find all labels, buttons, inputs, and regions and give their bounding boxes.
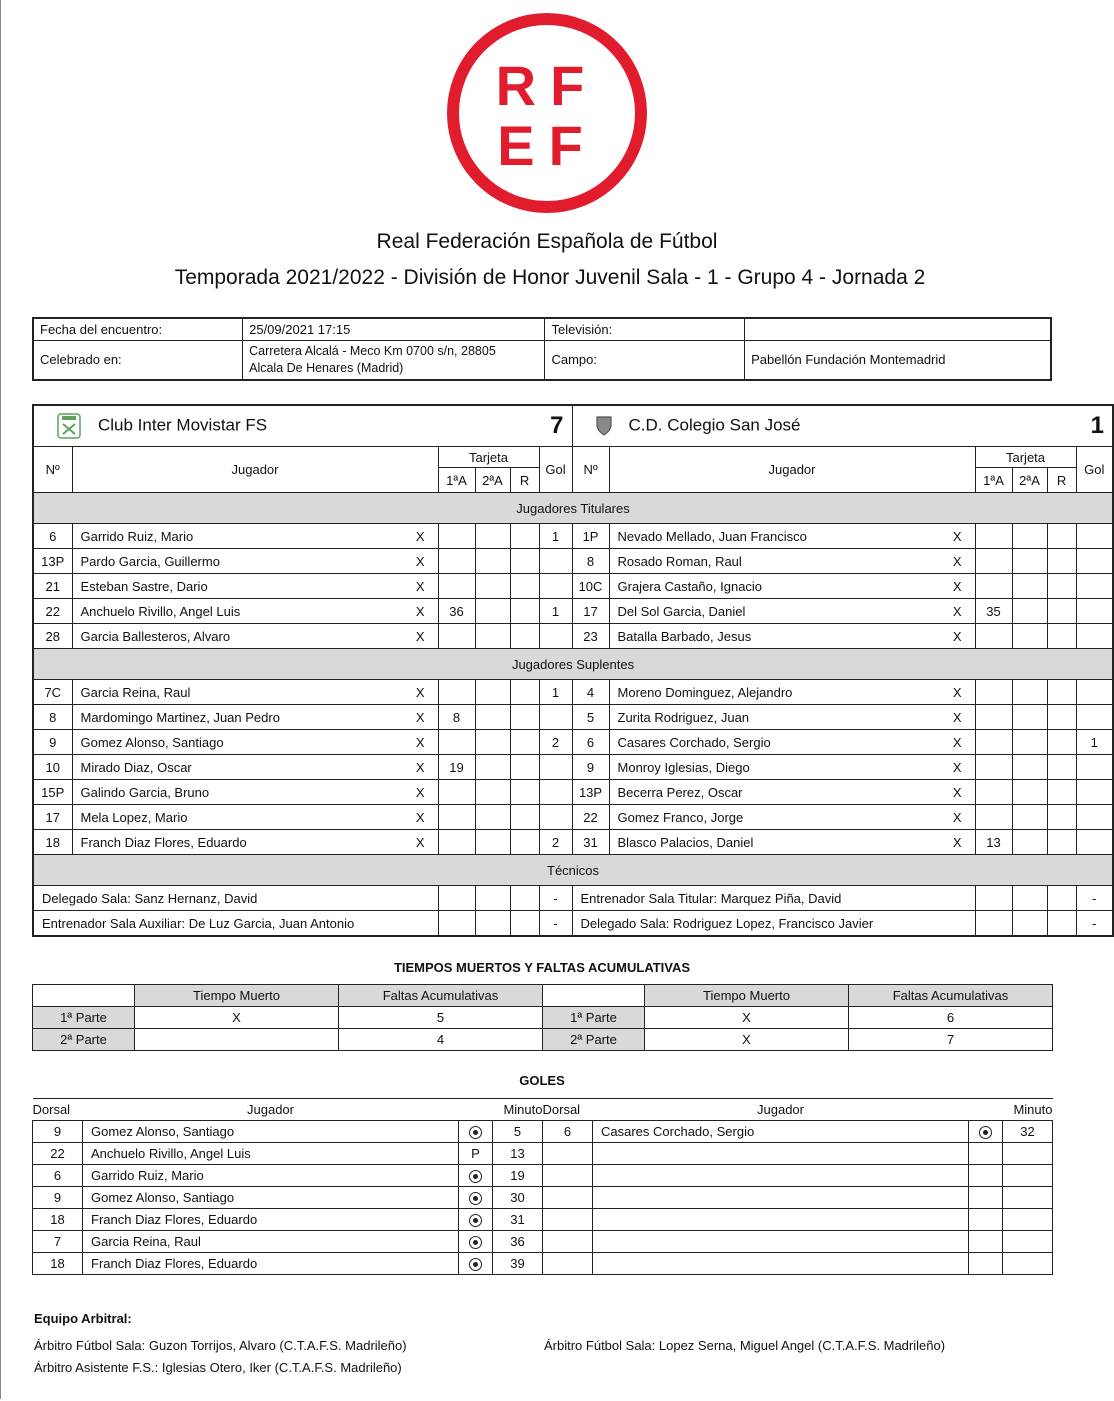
away-goals-col-dorsal: Dorsal: [543, 1099, 593, 1121]
goal-row: 22 Anchuelo Rivillo, Angel Luis P 13: [33, 1143, 1053, 1165]
tv-value: [745, 318, 1051, 340]
away-half1-timeout: X: [645, 1007, 849, 1029]
competition-title: Temporada 2021/2022 - División de Honor Juvenil Sala - 1 - Grupo 4 - Jornada 2: [174, 266, 926, 289]
away-half1-label: 1ª Parte: [543, 1007, 645, 1029]
staff-row: Entrenador Sala Auxiliar: De Luz Garcia, Juan Antonio - Delegado Sala: Rodriguez Lopez, Francisco Javier -: [33, 911, 1113, 937]
home-goals-col-player: Jugador: [83, 1099, 459, 1121]
ball-icon: [469, 1258, 482, 1271]
ball-icon: [469, 1126, 482, 1139]
goal-row: 18 Franch Diaz Flores, Eduardo 31: [33, 1209, 1053, 1231]
home-goals-col-minute: Minuto: [493, 1099, 543, 1121]
away-team-name: C.D. Colegio San José: [628, 415, 801, 435]
ball-icon: [469, 1214, 482, 1227]
tv-label: Televisión:: [545, 318, 745, 340]
away-timeout-header: Tiempo Muerto: [645, 985, 849, 1007]
place-line1: Carretera Alcalá - Meco Km 0700 s/n, 28805: [249, 343, 496, 358]
place-line2: Alcala De Henares (Madrid): [249, 360, 404, 375]
away-col-goal: Gol: [1076, 447, 1113, 493]
sub-row: 18 Franch Diaz Flores, Eduardo X 2 31 Blasco Palacios, Daniel X 13: [33, 830, 1113, 855]
players-table: [32, 404, 1114, 937]
date-value: 25/09/2021 17:15: [243, 318, 545, 340]
ball-icon: [469, 1192, 482, 1205]
away-team-cell: [572, 405, 1076, 447]
home-col-goal: Gol: [539, 447, 572, 493]
place-value: [243, 340, 545, 380]
home-club-badge-icon: [56, 412, 82, 440]
referee-main: Árbitro Fútbol Sala: Guzon Torrijos, Alvaro (C.T.A.F.S. Madrileño): [34, 1338, 407, 1353]
staff-row: Delegado Sala: Sanz Hernanz, David - Entrenador Sala Titular: Marquez Piña, David -: [33, 886, 1113, 911]
goal-row: 7 Garcia Reina, Raul 36: [33, 1231, 1053, 1253]
starter-row: 13P Pardo Garcia, Guillermo X 8 Rosado Roman, Raul X: [33, 549, 1113, 574]
home-col-1a: 1ªA: [438, 468, 475, 493]
home-half2-timeout: [135, 1029, 339, 1051]
starter-row: 22 Anchuelo Rivillo, Angel Luis X 36 1 17 Del Sol Garcia, Daniel X 35: [33, 599, 1113, 624]
svg-text:EF: EF: [497, 114, 597, 177]
home-half1-fouls: 5: [339, 1007, 543, 1029]
away-fouls-header: Faltas Acumulativas: [849, 985, 1053, 1007]
timeouts-table: [32, 984, 1053, 1051]
field-value: Pabellón Fundación Montemadrid: [745, 340, 1051, 380]
home-half2-label: 2ª Parte: [33, 1029, 135, 1051]
sub-row: 9 Gomez Alonso, Santiago X 2 6 Casares Corchado, Sergio X 1: [33, 730, 1113, 755]
home-team-name: Club Inter Movistar FS: [98, 415, 268, 435]
home-half1-label: 1ª Parte: [33, 1007, 135, 1029]
away-score: 1: [1076, 405, 1113, 447]
home-half1-timeout: X: [135, 1007, 339, 1029]
ball-icon: [469, 1170, 482, 1183]
rfef-logo: [444, 10, 650, 216]
home-col-num: Nº: [33, 447, 72, 493]
home-half2-fouls: 4: [339, 1029, 543, 1051]
ball-icon: [469, 1236, 482, 1249]
referee-second: Árbitro Fútbol Sala: Lopez Serna, Miguel Angel (C.T.A.F.S. Madrileño): [544, 1338, 946, 1353]
sub-row: 10 Mirado Diaz, Oscar X 19 9 Monroy Iglesias, Diego X: [33, 755, 1113, 780]
starter-row: 6 Garrido Ruiz, Mario X 1 1P Nevado Mellado, Juan Francisco X: [33, 524, 1113, 549]
starter-row: 28 Garcia Ballesteros, Alvaro X 23 Batalla Barbado, Jesus X: [33, 624, 1113, 649]
away-goals-col-player: Jugador: [593, 1099, 969, 1121]
away-col-2a: 2ªA: [1012, 468, 1047, 493]
away-col-r: R: [1047, 468, 1076, 493]
home-goals-col-dorsal: Dorsal: [33, 1099, 83, 1121]
away-col-player: Jugador: [609, 447, 975, 493]
sub-row: 7C Garcia Reina, Raul X 1 4 Moreno Dominguez, Alejandro X: [33, 680, 1113, 705]
goal-row: 9 Gomez Alonso, Santiago 30: [33, 1187, 1053, 1209]
home-col-player: Jugador: [72, 447, 438, 493]
sub-row: 8 Mardomingo Martinez, Juan Pedro X 8 5 Zurita Rodriguez, Juan X: [33, 705, 1113, 730]
federation-title: Real Federación Española de Fútbol: [376, 230, 718, 253]
away-goals-col-minute: Minuto: [1003, 1099, 1053, 1121]
away-half2-timeout: X: [645, 1029, 849, 1051]
sub-row: 15P Galindo Garcia, Bruno X 13P Becerra Perez, Oscar X: [33, 780, 1113, 805]
goal-row: 6 Garrido Ruiz, Mario 19: [33, 1165, 1053, 1187]
match-info-table: [32, 317, 1052, 381]
home-col-r: R: [510, 468, 539, 493]
away-half2-label: 2ª Parte: [543, 1029, 645, 1051]
home-col-card: Tarjeta: [438, 447, 539, 468]
ball-icon: [979, 1126, 992, 1139]
goals-title: GOLES: [519, 1073, 565, 1088]
starters-section-title: Jugadores Titulares: [33, 493, 1113, 524]
starter-row: 21 Esteban Sastre, Dario X 10C Grajera Castaño, Ignacio X: [33, 574, 1113, 599]
home-timeout-header: Tiempo Muerto: [135, 985, 339, 1007]
home-col-2a: 2ªA: [475, 468, 510, 493]
goal-row: 9 Gomez Alonso, Santiago 5 6 Casares Corchado, Sergio 32: [33, 1121, 1053, 1143]
timeouts-title: TIEMPOS MUERTOS Y FALTAS ACUMULATIVAS: [393, 960, 691, 975]
goal-row: 18 Franch Diaz Flores, Eduardo 39: [33, 1253, 1053, 1275]
staff-section-title: Técnicos: [33, 855, 1113, 886]
referee-assistant: Árbitro Asistente F.S.: Iglesias Otero, Iker (C.T.A.F.S. Madrileño): [34, 1360, 402, 1375]
home-team-cell: [33, 405, 539, 447]
field-label: Campo:: [545, 340, 745, 380]
away-col-1a: 1ªA: [975, 468, 1012, 493]
goals-table: [32, 1098, 1053, 1275]
away-half2-fouls: 7: [849, 1029, 1053, 1051]
away-col-num: Nº: [572, 447, 609, 493]
svg-text:RF: RF: [495, 54, 599, 117]
sub-row: 17 Mela Lopez, Mario X 22 Gomez Franco, Jorge X: [33, 805, 1113, 830]
referees-title: Equipo Arbitral:: [34, 1311, 132, 1326]
home-score: 7: [539, 405, 572, 447]
place-label: Celebrado en:: [33, 340, 243, 380]
away-club-shield-icon: [595, 415, 613, 437]
date-label: Fecha del encuentro:: [33, 318, 243, 340]
away-half1-fouls: 6: [849, 1007, 1053, 1029]
home-fouls-header: Faltas Acumulativas: [339, 985, 543, 1007]
away-col-card: Tarjeta: [975, 447, 1076, 468]
subs-section-title: Jugadores Suplentes: [33, 649, 1113, 680]
